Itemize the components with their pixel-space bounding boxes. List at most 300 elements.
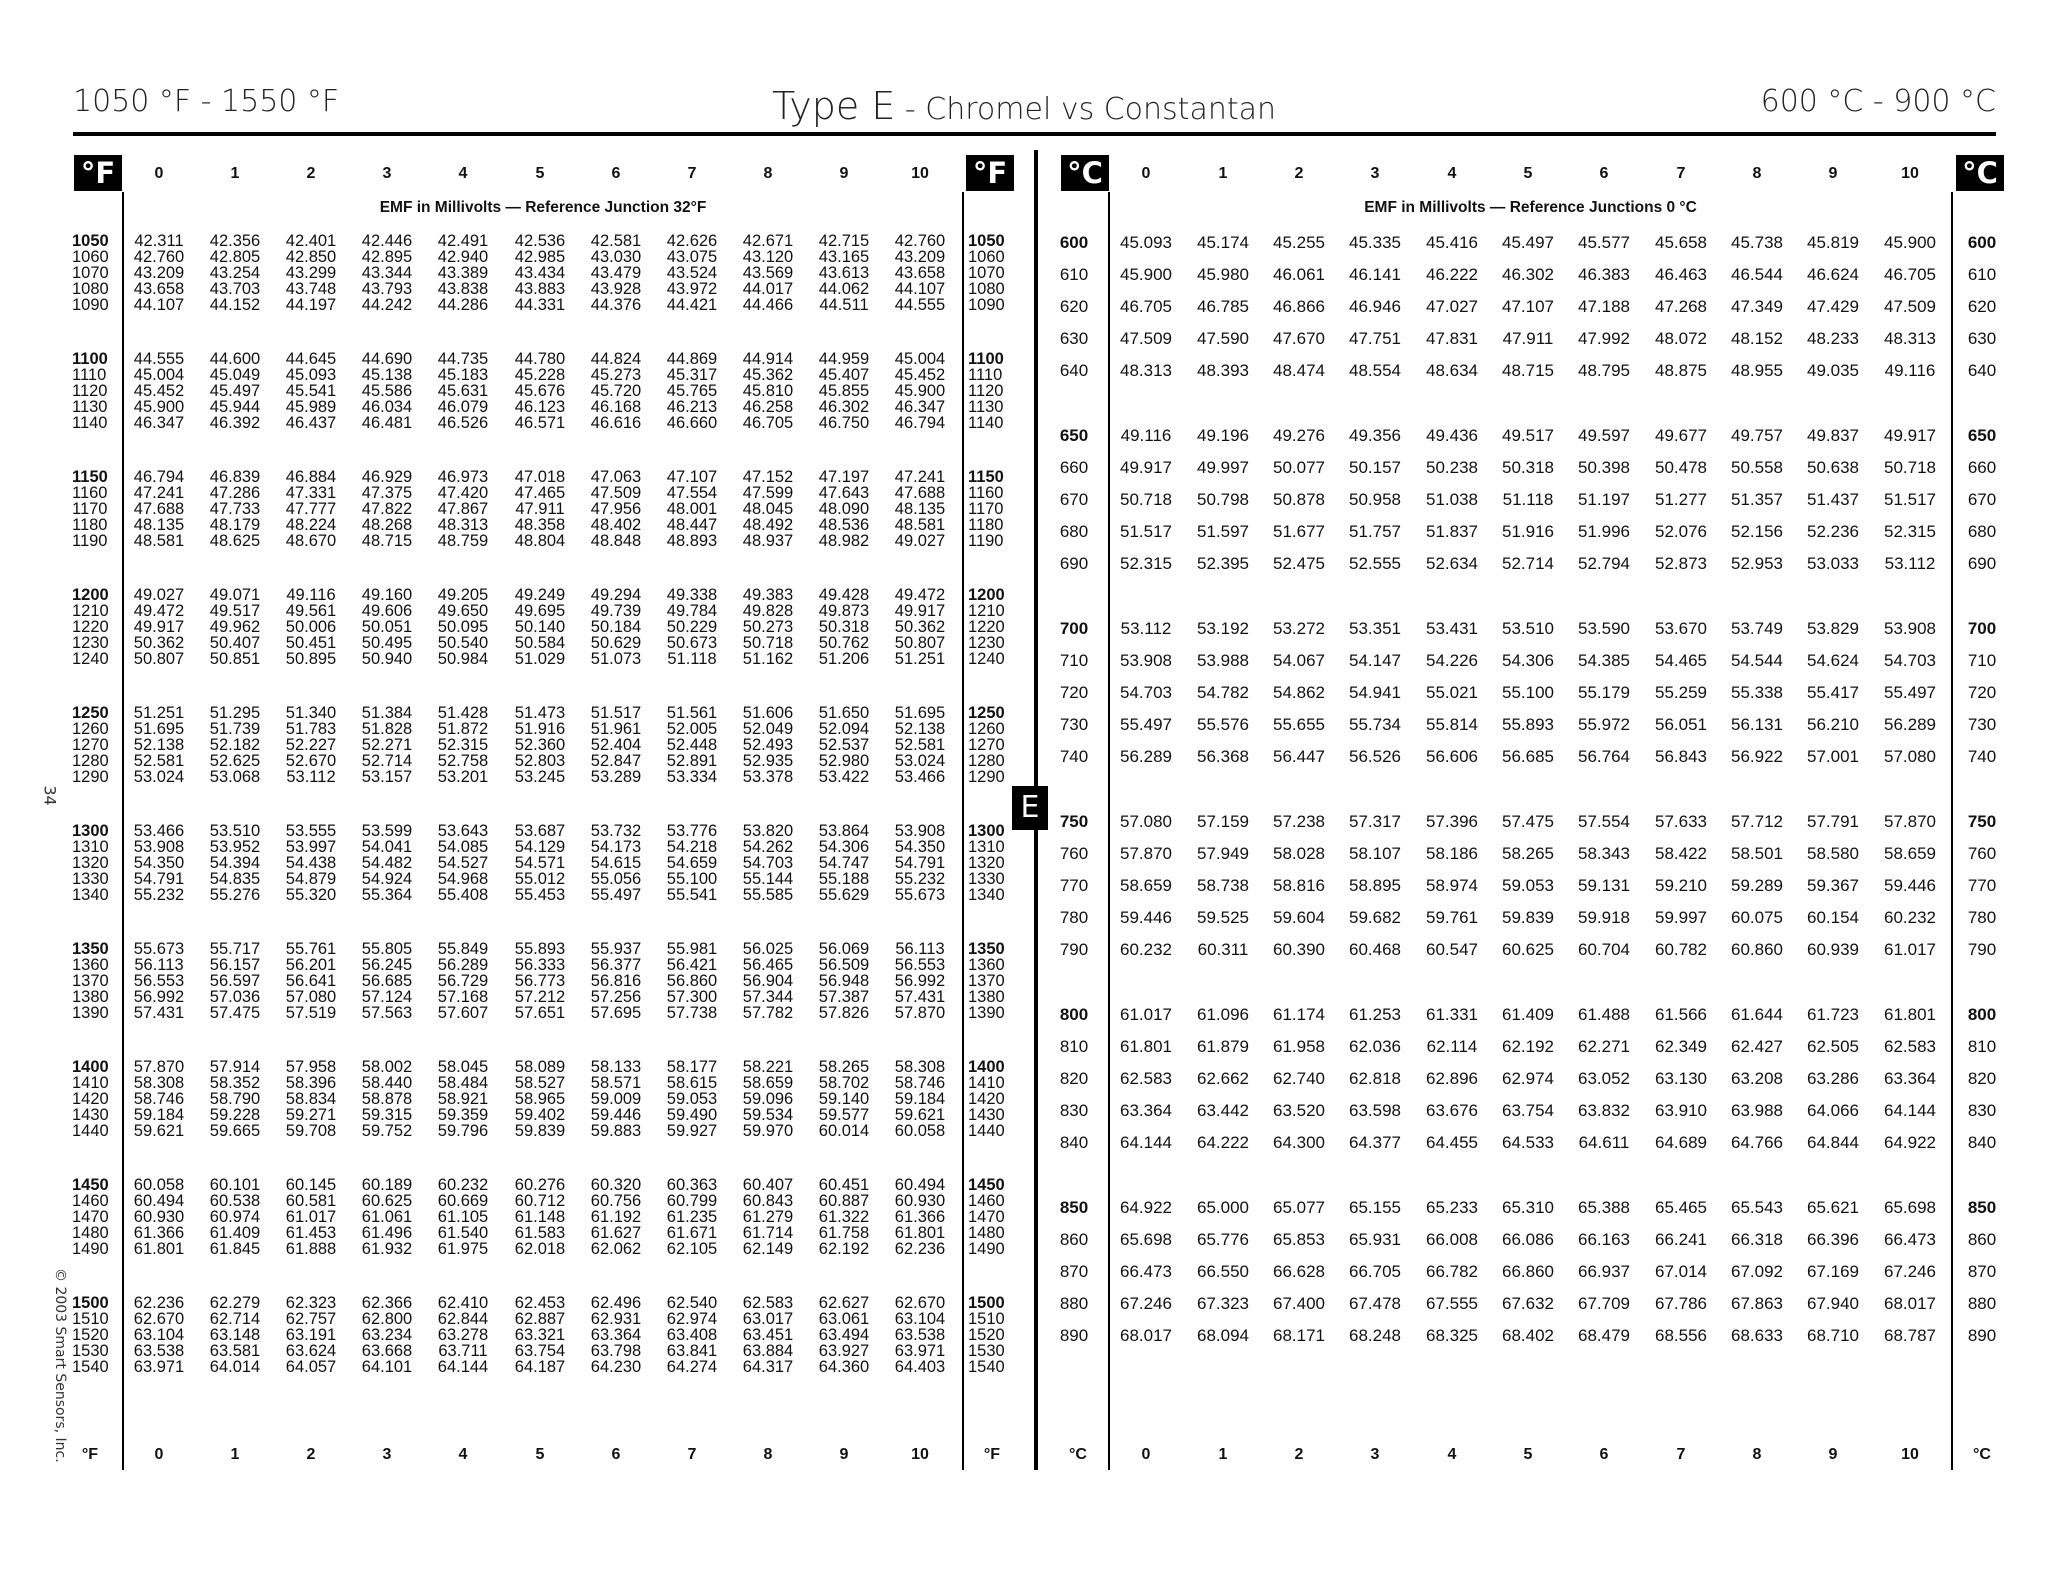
emf-value: 53.033 bbox=[1807, 554, 1859, 573]
emf-value: 68.556 bbox=[1655, 1326, 1707, 1345]
emf-value: 55.276 bbox=[209, 886, 261, 904]
emf-value: 45.900 bbox=[1884, 233, 1936, 252]
emf-value: 67.709 bbox=[1578, 1294, 1630, 1313]
f-column-header: 2 bbox=[306, 165, 316, 182]
emf-value: 60.363 bbox=[666, 1176, 718, 1194]
emf-value: 45.631 bbox=[437, 382, 489, 400]
emf-value: 42.760 bbox=[133, 248, 185, 266]
emf-value: 60.974 bbox=[209, 1208, 261, 1226]
emf-value: 46.616 bbox=[590, 414, 642, 432]
emf-value: 47.429 bbox=[1807, 297, 1859, 316]
row-temperature: 1340 bbox=[72, 886, 109, 904]
emf-value: 51.961 bbox=[590, 720, 642, 738]
emf-value: 54.394 bbox=[209, 854, 261, 872]
emf-value: 61.801 bbox=[133, 1240, 185, 1258]
row-temperature: 770 bbox=[1059, 876, 1089, 895]
emf-value: 56.289 bbox=[437, 956, 489, 974]
emf-value: 55.320 bbox=[285, 886, 337, 904]
emf-value: 68.325 bbox=[1426, 1326, 1478, 1345]
emf-value: 60.581 bbox=[285, 1192, 337, 1210]
emf-value: 48.090 bbox=[818, 500, 870, 518]
emf-value: 44.062 bbox=[818, 280, 870, 298]
emf-value: 52.803 bbox=[514, 752, 566, 770]
emf-value: 49.196 bbox=[1197, 426, 1249, 445]
emf-value: 54.465 bbox=[1655, 651, 1707, 670]
emf-value: 48.313 bbox=[1884, 329, 1936, 348]
emf-value: 59.446 bbox=[590, 1106, 642, 1124]
emf-value: 54.968 bbox=[437, 870, 489, 888]
emf-value: 56.860 bbox=[666, 972, 718, 990]
emf-value: 53.024 bbox=[133, 768, 185, 786]
row-temperature-right: 850 bbox=[1967, 1198, 1997, 1217]
emf-value: 68.171 bbox=[1273, 1326, 1325, 1345]
row-temperature: 1350 bbox=[72, 940, 109, 958]
emf-value: 58.501 bbox=[1731, 844, 1783, 863]
emf-value: 51.197 bbox=[1578, 490, 1630, 509]
emf-value: 45.174 bbox=[1197, 233, 1249, 252]
emf-value: 63.798 bbox=[590, 1342, 642, 1360]
emf-value: 47.643 bbox=[818, 484, 870, 502]
emf-value: 45.093 bbox=[1120, 233, 1172, 252]
emf-value: 46.705 bbox=[1884, 265, 1936, 284]
emf-value: 44.152 bbox=[209, 296, 261, 314]
emf-value: 57.791 bbox=[1807, 812, 1859, 831]
emf-value: 51.597 bbox=[1197, 522, 1249, 541]
emf-value: 56.131 bbox=[1731, 715, 1783, 734]
emf-value: 43.209 bbox=[133, 264, 185, 282]
emf-value: 60.843 bbox=[742, 1192, 794, 1210]
emf-value: 61.540 bbox=[437, 1224, 489, 1242]
emf-value: 55.673 bbox=[133, 940, 185, 958]
emf-value: 53.555 bbox=[285, 822, 337, 840]
emf-value: 45.497 bbox=[209, 382, 261, 400]
emf-value: 46.544 bbox=[1731, 265, 1783, 284]
emf-value: 56.948 bbox=[818, 972, 870, 990]
emf-value: 63.841 bbox=[666, 1342, 718, 1360]
row-temperature: 820 bbox=[1059, 1069, 1089, 1088]
emf-value: 52.182 bbox=[209, 736, 261, 754]
emf-value: 49.035 bbox=[1807, 361, 1859, 380]
emf-value: 68.402 bbox=[1502, 1326, 1554, 1345]
emf-value: 48.492 bbox=[742, 516, 794, 534]
emf-value: 67.400 bbox=[1273, 1294, 1325, 1313]
row-temperature-right: 1400 bbox=[968, 1058, 1005, 1076]
emf-value: 59.184 bbox=[894, 1090, 946, 1108]
f-column-footer: 3 bbox=[382, 1446, 392, 1463]
emf-value: 62.062 bbox=[590, 1240, 642, 1258]
emf-value: 62.540 bbox=[666, 1294, 718, 1312]
emf-value: 42.850 bbox=[285, 248, 337, 266]
emf-value: 51.872 bbox=[437, 720, 489, 738]
emf-value: 50.558 bbox=[1731, 458, 1783, 477]
row-temperature-right: 820 bbox=[1967, 1069, 1997, 1088]
emf-value: 48.393 bbox=[1197, 361, 1249, 380]
row-temperature: 670 bbox=[1059, 490, 1089, 509]
emf-value: 66.550 bbox=[1197, 1262, 1249, 1281]
emf-value: 51.277 bbox=[1655, 490, 1707, 509]
emf-value: 44.107 bbox=[133, 296, 185, 314]
emf-value: 50.762 bbox=[818, 634, 870, 652]
emf-value: 47.777 bbox=[285, 500, 337, 518]
emf-value: 51.029 bbox=[514, 650, 566, 668]
emf-value: 61.627 bbox=[590, 1224, 642, 1242]
row-temperature-right: 680 bbox=[1967, 522, 1997, 541]
emf-value: 54.306 bbox=[1502, 651, 1554, 670]
emf-value: 52.935 bbox=[742, 752, 794, 770]
emf-value: 47.509 bbox=[590, 484, 642, 502]
emf-value: 61.801 bbox=[894, 1224, 946, 1242]
emf-value: 47.063 bbox=[590, 468, 642, 486]
row-temperature-right: 1320 bbox=[968, 854, 1005, 872]
emf-value: 62.453 bbox=[514, 1294, 566, 1312]
emf-value: 63.208 bbox=[1731, 1069, 1783, 1088]
emf-value: 55.497 bbox=[1884, 683, 1936, 702]
emf-value: 58.816 bbox=[1273, 876, 1325, 895]
emf-value: 53.687 bbox=[514, 822, 566, 840]
emf-value: 57.870 bbox=[1120, 844, 1172, 863]
emf-value: 45.497 bbox=[1502, 233, 1554, 252]
emf-value: 49.383 bbox=[742, 586, 794, 604]
emf-value: 59.682 bbox=[1349, 908, 1401, 927]
emf-value: 44.780 bbox=[514, 350, 566, 368]
emf-value: 42.671 bbox=[742, 232, 794, 250]
f-column-footer: 9 bbox=[839, 1446, 849, 1463]
emf-value: 47.286 bbox=[209, 484, 261, 502]
f-column-footer: 8 bbox=[763, 1446, 773, 1463]
emf-value: 45.452 bbox=[894, 366, 946, 384]
row-temperature: 810 bbox=[1059, 1037, 1089, 1056]
emf-value: 55.655 bbox=[1273, 715, 1325, 734]
emf-value: 65.233 bbox=[1426, 1198, 1478, 1217]
row-temperature-right: 670 bbox=[1967, 490, 1997, 509]
row-temperature-right: 1450 bbox=[968, 1176, 1005, 1194]
emf-value: 46.392 bbox=[209, 414, 261, 432]
emf-value: 65.000 bbox=[1197, 1198, 1249, 1217]
emf-value: 46.705 bbox=[1120, 297, 1172, 316]
row-temperature: 840 bbox=[1059, 1133, 1089, 1152]
emf-value: 61.845 bbox=[209, 1240, 261, 1258]
emf-value: 46.034 bbox=[361, 398, 413, 416]
emf-value: 51.828 bbox=[361, 720, 413, 738]
emf-value: 45.541 bbox=[285, 382, 337, 400]
emf-value: 45.720 bbox=[590, 382, 642, 400]
emf-value: 54.624 bbox=[1807, 651, 1859, 670]
emf-value: 47.822 bbox=[361, 500, 413, 518]
row-temperature-right: 760 bbox=[1967, 844, 1997, 863]
row-temperature: 750 bbox=[1059, 812, 1089, 831]
emf-value: 57.080 bbox=[1884, 747, 1936, 766]
row-temperature-right: 1130 bbox=[968, 398, 1004, 416]
emf-value: 61.061 bbox=[361, 1208, 413, 1226]
emf-value: 64.360 bbox=[818, 1358, 870, 1376]
emf-value: 53.829 bbox=[1807, 619, 1859, 638]
row-temperature: 1360 bbox=[72, 956, 109, 974]
emf-value: 56.729 bbox=[437, 972, 489, 990]
emf-value: 65.621 bbox=[1807, 1198, 1859, 1217]
emf-value: 63.364 bbox=[590, 1326, 642, 1344]
emf-value: 46.571 bbox=[514, 414, 566, 432]
emf-value: 47.107 bbox=[666, 468, 718, 486]
emf-value: 48.536 bbox=[818, 516, 870, 534]
emf-value: 50.362 bbox=[894, 618, 946, 636]
emf-value: 63.191 bbox=[285, 1326, 337, 1344]
row-temperature-right: 1410 bbox=[968, 1074, 1005, 1092]
row-temperature-right: 770 bbox=[1967, 876, 1997, 895]
emf-value: 47.867 bbox=[437, 500, 489, 518]
row-temperature: 790 bbox=[1059, 940, 1089, 959]
emf-value: 65.698 bbox=[1884, 1198, 1936, 1217]
emf-value: 54.747 bbox=[818, 854, 870, 872]
emf-value: 56.069 bbox=[818, 940, 870, 958]
emf-value: 46.141 bbox=[1349, 265, 1401, 284]
emf-value: 59.927 bbox=[666, 1122, 718, 1140]
row-temperature-right: 1230 bbox=[968, 634, 1005, 652]
c-table-subtitle: EMF in Millivolts — Reference Junctions 0 °C bbox=[1364, 199, 1697, 216]
emf-value: 55.232 bbox=[133, 886, 185, 904]
emf-value: 47.599 bbox=[742, 484, 794, 502]
c-column-header: 10 bbox=[1901, 165, 1919, 182]
emf-value: 42.805 bbox=[209, 248, 261, 266]
emf-value: 49.837 bbox=[1807, 426, 1859, 445]
row-temperature-right: 1210 bbox=[968, 602, 1005, 620]
emf-value: 57.080 bbox=[285, 988, 337, 1006]
emf-value: 57.475 bbox=[209, 1004, 261, 1022]
emf-value: 62.662 bbox=[1197, 1069, 1249, 1088]
row-temperature: 1220 bbox=[72, 618, 109, 636]
emf-value: 58.659 bbox=[742, 1074, 794, 1092]
emf-value: 56.992 bbox=[133, 988, 185, 1006]
emf-value: 54.615 bbox=[590, 854, 642, 872]
row-temperature: 730 bbox=[1059, 715, 1089, 734]
emf-value: 58.343 bbox=[1578, 844, 1630, 863]
emf-value: 61.409 bbox=[209, 1224, 261, 1242]
emf-value: 56.553 bbox=[133, 972, 185, 990]
emf-value: 57.036 bbox=[209, 988, 261, 1006]
emf-value: 53.820 bbox=[742, 822, 794, 840]
row-temperature-right: 1180 bbox=[968, 516, 1004, 534]
row-temperature-right: 640 bbox=[1967, 361, 1997, 380]
emf-value: 65.077 bbox=[1273, 1198, 1325, 1217]
f-column-header: 6 bbox=[611, 165, 621, 182]
emf-value: 50.718 bbox=[1120, 490, 1172, 509]
emf-value: 55.179 bbox=[1578, 683, 1630, 702]
emf-value: 55.453 bbox=[514, 886, 566, 904]
emf-value: 62.583 bbox=[742, 1294, 794, 1312]
emf-value: 53.864 bbox=[818, 822, 870, 840]
emf-value: 47.241 bbox=[894, 468, 946, 486]
emf-value: 64.844 bbox=[1807, 1133, 1859, 1152]
row-temperature: 1530 bbox=[72, 1342, 109, 1360]
emf-value: 52.475 bbox=[1273, 554, 1325, 573]
emf-value: 47.465 bbox=[514, 484, 566, 502]
emf-value: 63.364 bbox=[1884, 1069, 1936, 1088]
emf-value: 55.734 bbox=[1349, 715, 1401, 734]
emf-value: 59.577 bbox=[818, 1106, 870, 1124]
title-subtitle: - Chromel vs Constantan bbox=[895, 92, 1276, 127]
emf-value: 53.670 bbox=[1655, 619, 1707, 638]
emf-value: 46.750 bbox=[818, 414, 870, 432]
emf-value: 49.757 bbox=[1731, 426, 1783, 445]
emf-value: 53.351 bbox=[1349, 619, 1401, 638]
emf-value: 60.625 bbox=[361, 1192, 413, 1210]
emf-value: 55.805 bbox=[361, 940, 413, 958]
row-temperature: 690 bbox=[1059, 554, 1089, 573]
emf-value: 51.677 bbox=[1273, 522, 1325, 541]
emf-value: 43.209 bbox=[894, 248, 946, 266]
f-column-footer: 6 bbox=[611, 1446, 621, 1463]
emf-value: 63.832 bbox=[1578, 1101, 1630, 1120]
row-temperature-right: 1160 bbox=[968, 484, 1004, 502]
emf-value: 46.302 bbox=[1502, 265, 1554, 284]
emf-value: 61.409 bbox=[1502, 1005, 1554, 1024]
emf-value: 50.984 bbox=[437, 650, 489, 668]
emf-value: 64.377 bbox=[1349, 1133, 1401, 1152]
row-temperature: 1410 bbox=[72, 1074, 109, 1092]
emf-value: 64.230 bbox=[590, 1358, 642, 1376]
emf-value: 42.536 bbox=[514, 232, 566, 250]
row-temperature-right: 1080 bbox=[968, 280, 1005, 298]
row-temperature: 1420 bbox=[72, 1090, 109, 1108]
emf-value: 58.615 bbox=[666, 1074, 718, 1092]
row-temperature: 1290 bbox=[72, 768, 109, 786]
emf-value: 51.757 bbox=[1349, 522, 1401, 541]
emf-value: 51.162 bbox=[742, 650, 794, 668]
emf-value: 48.715 bbox=[1502, 361, 1554, 380]
emf-value: 49.917 bbox=[133, 618, 185, 636]
row-temperature: 1160 bbox=[72, 484, 108, 502]
emf-value: 48.358 bbox=[514, 516, 566, 534]
emf-value: 55.576 bbox=[1197, 715, 1249, 734]
row-temperature: 1140 bbox=[72, 414, 108, 432]
emf-value: 49.428 bbox=[818, 586, 870, 604]
f-column-footer: 0 bbox=[154, 1446, 164, 1463]
emf-value: 62.800 bbox=[361, 1310, 413, 1328]
emf-value: 53.590 bbox=[1578, 619, 1630, 638]
c-column-header: 6 bbox=[1599, 165, 1609, 182]
c-column-footer: 1 bbox=[1218, 1446, 1228, 1463]
emf-value: 57.870 bbox=[133, 1058, 185, 1076]
emf-value: 42.356 bbox=[209, 232, 261, 250]
emf-value: 52.537 bbox=[818, 736, 870, 754]
emf-value: 50.229 bbox=[666, 618, 718, 636]
emf-value: 50.895 bbox=[285, 650, 337, 668]
emf-value: 66.782 bbox=[1426, 1262, 1478, 1281]
emf-value: 55.338 bbox=[1731, 683, 1783, 702]
emf-value: 45.900 bbox=[1120, 265, 1172, 284]
emf-value: 60.930 bbox=[133, 1208, 185, 1226]
row-temperature-right: 1480 bbox=[968, 1224, 1005, 1242]
emf-value: 60.058 bbox=[133, 1176, 185, 1194]
row-temperature-right: 1140 bbox=[968, 414, 1004, 432]
emf-value: 68.017 bbox=[1884, 1294, 1936, 1313]
f-column-header: 3 bbox=[382, 165, 392, 182]
emf-value: 55.021 bbox=[1426, 683, 1478, 702]
emf-value: 56.904 bbox=[742, 972, 794, 990]
emf-value: 66.473 bbox=[1120, 1262, 1172, 1281]
emf-value: 50.718 bbox=[742, 634, 794, 652]
emf-value: 47.509 bbox=[1884, 297, 1936, 316]
emf-value: 55.585 bbox=[742, 886, 794, 904]
emf-value: 43.165 bbox=[818, 248, 870, 266]
emf-value: 62.974 bbox=[666, 1310, 718, 1328]
emf-value: 57.387 bbox=[818, 988, 870, 1006]
emf-value: 49.472 bbox=[133, 602, 185, 620]
emf-value: 59.446 bbox=[1120, 908, 1172, 927]
emf-value: 49.436 bbox=[1426, 426, 1478, 445]
row-temperature: 610 bbox=[1059, 265, 1089, 284]
emf-value: 57.159 bbox=[1197, 812, 1249, 831]
emf-value: 56.465 bbox=[742, 956, 794, 974]
emf-value: 44.107 bbox=[894, 280, 946, 298]
row-temperature: 620 bbox=[1059, 297, 1089, 316]
c-column-footer: 2 bbox=[1294, 1446, 1304, 1463]
row-temperature-right: 700 bbox=[1967, 619, 1997, 638]
emf-value: 48.625 bbox=[209, 532, 261, 550]
emf-value: 58.965 bbox=[514, 1090, 566, 1108]
emf-value: 51.384 bbox=[361, 704, 413, 722]
emf-value: 61.322 bbox=[818, 1208, 870, 1226]
emf-value: 52.049 bbox=[742, 720, 794, 738]
emf-value: 51.118 bbox=[1502, 490, 1554, 509]
emf-value: 55.188 bbox=[818, 870, 870, 888]
emf-value: 48.804 bbox=[514, 532, 566, 550]
row-temperature: 1540 bbox=[72, 1358, 109, 1376]
emf-value: 50.051 bbox=[361, 618, 413, 636]
emf-value: 64.187 bbox=[514, 1358, 566, 1376]
row-temperature: 630 bbox=[1059, 329, 1089, 348]
emf-value: 57.563 bbox=[361, 1004, 413, 1022]
emf-value: 43.613 bbox=[818, 264, 870, 282]
emf-value: 55.100 bbox=[1502, 683, 1554, 702]
emf-value: 59.665 bbox=[209, 1122, 261, 1140]
emf-value: 44.690 bbox=[361, 350, 413, 368]
emf-value: 46.168 bbox=[590, 398, 642, 416]
emf-value: 60.494 bbox=[894, 1176, 946, 1194]
emf-value: 58.396 bbox=[285, 1074, 337, 1092]
emf-value: 49.517 bbox=[1502, 426, 1554, 445]
emf-value: 58.107 bbox=[1349, 844, 1401, 863]
emf-value: 59.525 bbox=[1197, 908, 1249, 927]
emf-value: 49.962 bbox=[209, 618, 261, 636]
emf-value: 55.056 bbox=[590, 870, 642, 888]
c-column-header: 0 bbox=[1141, 165, 1151, 182]
emf-value: 61.279 bbox=[742, 1208, 794, 1226]
emf-value: 61.496 bbox=[361, 1224, 413, 1242]
row-temperature: 830 bbox=[1059, 1101, 1089, 1120]
emf-value: 64.689 bbox=[1655, 1133, 1707, 1152]
emf-value: 51.437 bbox=[1807, 490, 1859, 509]
emf-value: 53.201 bbox=[437, 768, 489, 786]
row-temperature: 1480 bbox=[72, 1224, 109, 1242]
emf-value: 64.317 bbox=[742, 1358, 794, 1376]
emf-value: 64.144 bbox=[1120, 1133, 1172, 1152]
emf-value: 56.025 bbox=[742, 940, 794, 958]
emf-value: 45.335 bbox=[1349, 233, 1401, 252]
emf-value: 63.321 bbox=[514, 1326, 566, 1344]
emf-value: 56.113 bbox=[895, 940, 945, 958]
row-temperature-right: 1490 bbox=[968, 1240, 1005, 1258]
emf-value: 46.481 bbox=[361, 414, 413, 432]
emf-value: 63.494 bbox=[818, 1326, 870, 1344]
f-column-footer: 10 bbox=[911, 1446, 929, 1463]
emf-value: 66.163 bbox=[1578, 1230, 1630, 1249]
emf-value: 61.583 bbox=[514, 1224, 566, 1242]
c-column-footer: 0 bbox=[1141, 1446, 1151, 1463]
emf-value: 53.599 bbox=[361, 822, 413, 840]
emf-value: 46.437 bbox=[285, 414, 337, 432]
emf-value: 58.265 bbox=[1502, 844, 1554, 863]
emf-value: 64.057 bbox=[285, 1358, 337, 1376]
